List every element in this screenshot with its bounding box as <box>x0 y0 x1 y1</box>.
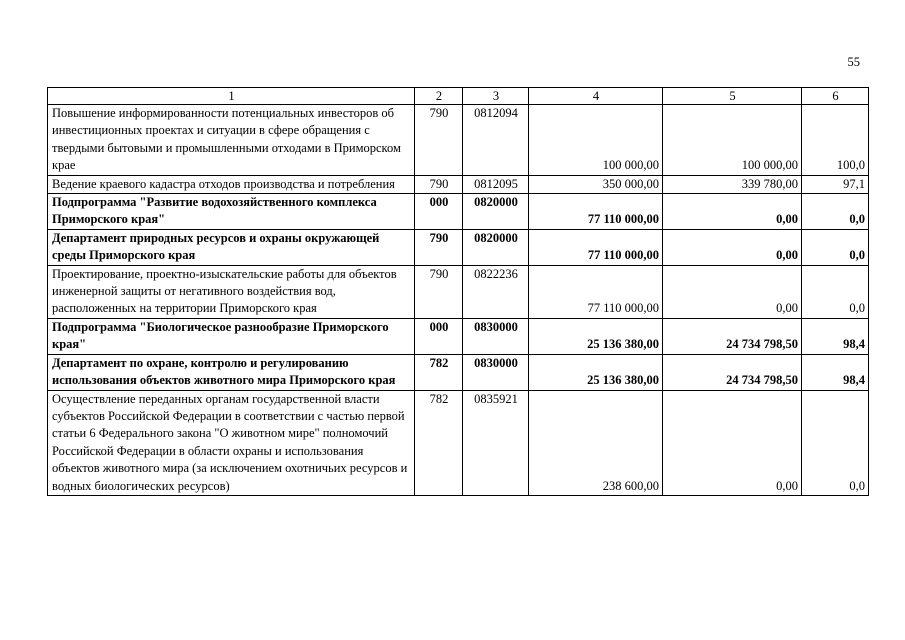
column-header: 2 <box>415 88 463 105</box>
row-amount-executed-cell: 24 734 798,50 <box>663 318 802 354</box>
row-amount-executed-cell: 0,00 <box>663 265 802 318</box>
column-header: 4 <box>529 88 663 105</box>
row-amount-planned-cell: 77 110 000,00 <box>529 229 663 265</box>
table-row <box>48 354 869 390</box>
row-percent-cell: 100,0 <box>802 105 869 176</box>
row-name-cell: Осуществление переданных органам государственной власти субъектов Российской Федерации в соответствии с частью первой статьи 6 Федерального закона "О животном мире" полномочий Российской Федерации в области охраны и использования объектов животного мира (за исключением охотничьих ресурсов и водных биологических ресурсов) <box>48 390 415 495</box>
row-code-cell: 0822236 <box>463 265 529 318</box>
row-amount-executed-cell: 24 734 798,50 <box>663 354 802 390</box>
row-code-cell: 790 <box>415 105 463 176</box>
column-header: 6 <box>802 88 869 105</box>
row-amount-planned-cell: 350 000,00 <box>529 175 663 193</box>
row-code-cell: 0820000 <box>463 194 529 230</box>
table-row <box>48 318 869 354</box>
table-row <box>48 229 869 265</box>
row-amount-planned-cell: 77 110 000,00 <box>529 265 663 318</box>
column-header: 1 <box>48 88 415 105</box>
row-code-cell: 0830000 <box>463 318 529 354</box>
row-code-cell: 0812094 <box>463 105 529 176</box>
row-percent-cell: 0,0 <box>802 229 869 265</box>
row-percent-cell: 0,0 <box>802 265 869 318</box>
table-row <box>48 105 869 176</box>
row-code-cell: 0835921 <box>463 390 529 495</box>
row-code-cell: 0820000 <box>463 229 529 265</box>
row-percent-cell: 97,1 <box>802 175 869 193</box>
row-percent-cell: 0,0 <box>802 390 869 495</box>
row-amount-executed-cell: 100 000,00 <box>663 105 802 176</box>
row-code-cell: 000 <box>415 318 463 354</box>
row-amount-planned-cell: 100 000,00 <box>529 105 663 176</box>
row-code-cell: 782 <box>415 390 463 495</box>
row-code-cell: 0812095 <box>463 175 529 193</box>
row-amount-planned-cell: 77 110 000,00 <box>529 194 663 230</box>
table-row <box>48 175 869 193</box>
column-header: 5 <box>663 88 802 105</box>
table-row <box>48 265 869 318</box>
row-amount-executed-cell: 0,00 <box>663 194 802 230</box>
row-amount-planned-cell: 25 136 380,00 <box>529 318 663 354</box>
column-header: 3 <box>463 88 529 105</box>
row-code-cell: 790 <box>415 229 463 265</box>
row-name-cell: Подпрограмма "Развитие водохозяйственного комплекса Приморского края" <box>48 194 415 230</box>
row-amount-executed-cell: 339 780,00 <box>663 175 802 193</box>
row-name-cell: Повышение информированности потенциальных инвесторов об инвестиционных проектах и ситуации в сфере обращения с твердыми бытовыми и промышленными отходами в Приморском крае <box>48 105 415 176</box>
row-amount-executed-cell: 0,00 <box>663 229 802 265</box>
row-name-cell: Ведение краевого кадастра отходов производства и потребления <box>48 175 415 193</box>
table-row <box>48 390 869 495</box>
row-percent-cell: 0,0 <box>802 194 869 230</box>
page-number: 55 <box>847 55 860 69</box>
row-code-cell: 0830000 <box>463 354 529 390</box>
table-header-row <box>48 88 869 105</box>
row-code-cell: 000 <box>415 194 463 230</box>
table-row <box>48 194 869 230</box>
row-name-cell: Подпрограмма "Биологическое разнообразие Приморского края" <box>48 318 415 354</box>
row-code-cell: 782 <box>415 354 463 390</box>
row-amount-executed-cell: 0,00 <box>663 390 802 495</box>
row-name-cell: Департамент по охране, контролю и регулированию использования объектов животного мира Приморского края <box>48 354 415 390</box>
row-amount-planned-cell: 25 136 380,00 <box>529 354 663 390</box>
row-amount-planned-cell: 238 600,00 <box>529 390 663 495</box>
budget-table <box>47 87 869 496</box>
row-code-cell: 790 <box>415 265 463 318</box>
row-code-cell: 790 <box>415 175 463 193</box>
row-name-cell: Проектирование, проектно-изыскательские работы для объектов инженерной защиты от негативного воздействия вод, расположенных на территории Приморского края <box>48 265 415 318</box>
row-name-cell: Департамент природных ресурсов и охраны окружающей среды Приморского края <box>48 229 415 265</box>
row-percent-cell: 98,4 <box>802 354 869 390</box>
row-percent-cell: 98,4 <box>802 318 869 354</box>
